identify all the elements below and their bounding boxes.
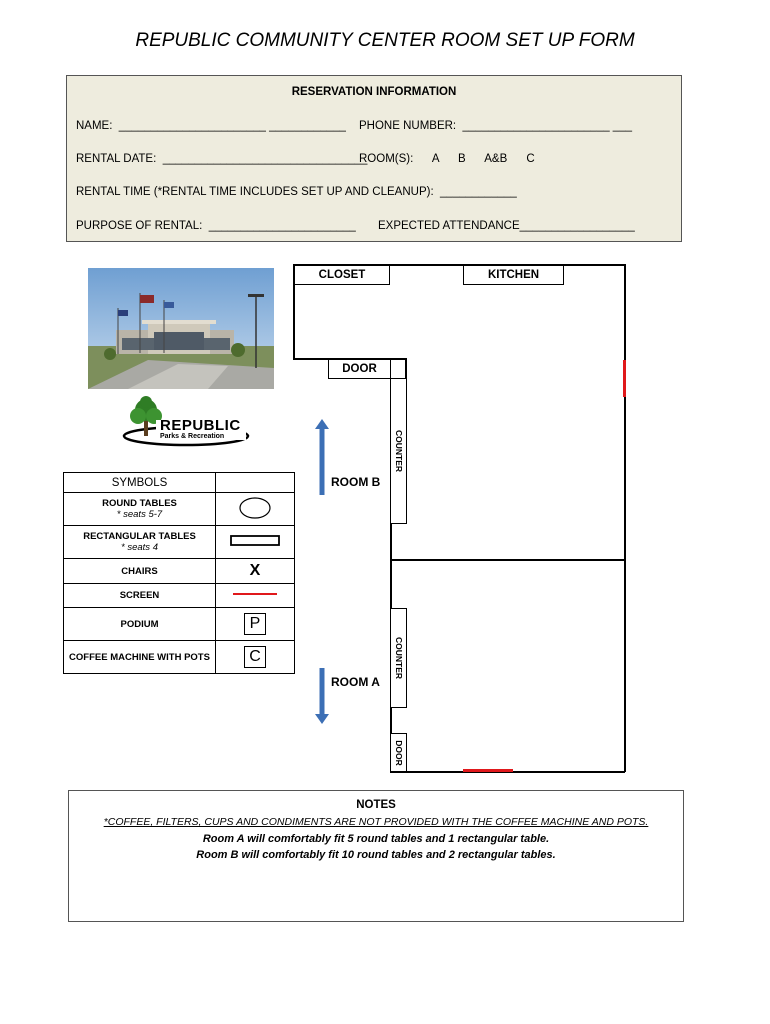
symbol-sub: * seats 5-7 [116, 509, 163, 520]
notes-line-1: *COFFEE, FILTERS, CUPS AND CONDIMENTS ARE NOT PROVIDED WITH THE COFFEE MACHINE AND POTS. [103, 816, 649, 828]
building-photo [88, 268, 274, 389]
symbol-row [64, 584, 295, 608]
screen-room-b [623, 360, 626, 397]
room-b-label: ROOM B [331, 475, 381, 489]
notes-section [68, 790, 684, 922]
symbol-label: COFFEE MACHINE WITH POTS [64, 641, 216, 674]
room-divider [390, 559, 625, 561]
door-top-label: DOOR [328, 359, 391, 379]
reservation-section [66, 75, 682, 242]
screen-room-a [463, 769, 513, 772]
x-icon: X [216, 559, 295, 584]
attendance-field[interactable]: EXPECTED ATTENDANCE__________________ [378, 220, 635, 232]
symbol-row [64, 608, 295, 641]
symbol-row [64, 641, 295, 674]
rooms-field[interactable]: ROOM(S): A B A&B C [359, 153, 535, 165]
rental-date-field[interactable]: RENTAL DATE: ________________________________ [76, 153, 368, 165]
symbols-header: SYMBOLS [64, 473, 216, 493]
symbol-label: CHAIRS [64, 559, 216, 584]
rectangle-icon [229, 533, 281, 549]
closet-label: CLOSET [294, 265, 390, 285]
room-a-label: ROOM A [331, 675, 380, 689]
logo-sub: Parks & Recreation [160, 433, 225, 440]
kitchen-label: KITCHEN [463, 265, 564, 285]
counter-room-b [390, 378, 407, 524]
symbol-sub: * seats 4 [121, 542, 158, 553]
red-line-icon [231, 590, 279, 598]
republic-logo [122, 396, 250, 448]
wall-right [624, 264, 626, 772]
reservation-header: RESERVATION INFORMATION [291, 86, 457, 98]
counter-label: COUNTER [393, 429, 404, 473]
arrow-up-icon [314, 419, 330, 495]
counter-label: COUNTER [393, 636, 404, 680]
page-title: REPUBLIC COMMUNITY CENTER ROOM SET UP FORM [135, 30, 635, 51]
notes-line-2: Room A will comfortably fit 5 round tables and 1 rectangular table. [202, 833, 550, 845]
p-box-icon: P [244, 613, 266, 635]
rental-time-field[interactable]: RENTAL TIME (*RENTAL TIME INCLUDES SET UP AND CLEANUP): ____________ [76, 186, 517, 198]
wall-step [405, 358, 407, 378]
name-field[interactable]: NAME: _______________________ ____________ [76, 120, 346, 132]
symbol-label: RECTANGULAR TABLES [83, 531, 196, 542]
symbol-label: SCREEN [64, 584, 216, 608]
counter-room-a [390, 608, 407, 708]
logo-name: REPUBLIC [160, 417, 241, 434]
symbol-row [64, 526, 295, 559]
notes-header: NOTES [356, 799, 396, 811]
oval-icon [237, 495, 273, 521]
symbol-label: ROUND TABLES [102, 498, 177, 509]
symbols-table [63, 472, 295, 674]
c-box-icon: C [244, 646, 266, 668]
notes-line-3: Room B will comfortably fit 10 round tables and 2 rectangular tables. [196, 849, 556, 861]
door-bottom [390, 733, 407, 772]
phone-field[interactable]: PHONE NUMBER: _______________________ ___ [359, 120, 632, 132]
symbol-row [64, 559, 295, 584]
door-bottom-label: DOOR [393, 739, 404, 766]
arrow-down-icon [314, 668, 330, 724]
purpose-field[interactable]: PURPOSE OF RENTAL: _______________________ [76, 220, 356, 232]
symbol-label: PODIUM [64, 608, 216, 641]
symbol-row [64, 493, 295, 526]
